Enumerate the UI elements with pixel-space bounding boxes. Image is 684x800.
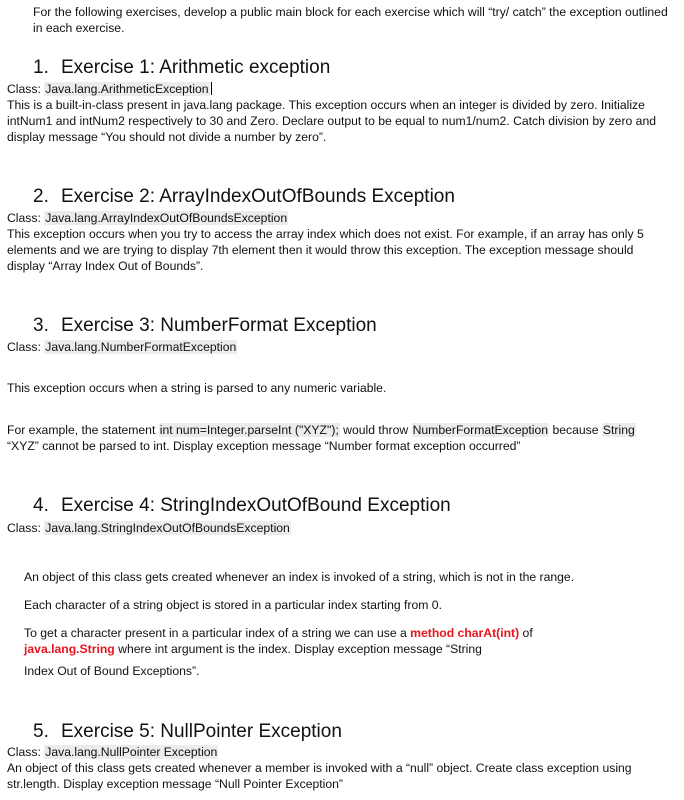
example-code-parseint: int num=Integer.parseInt ("XYZ"); [159,423,339,437]
class-label: Class: [7,82,45,96]
class-label: Class: [7,340,45,354]
intro-paragraph: For the following exercises, develop a public main block for each exercise which will “try/ catch” the exception outlined in each exercise. [33,5,668,35]
highlight-java-lang-string: java.lang.String [24,642,115,656]
example-code-string: String [602,423,635,437]
example-code-exception: NumberFormatException [412,423,549,437]
class-label: Class: [7,745,45,759]
class-label: Class: [7,211,45,225]
highlight-method-charat: method charAt(int) [410,626,520,640]
exercise-1-class-line [7,81,667,97]
exercise-3-number: 3. [33,315,49,336]
exercise-1-number: 1. [33,57,49,78]
exercise-5-class-name: Java.lang.NullPointer Exception [45,745,218,759]
exercise-5-body: An object of this class gets created whenever a member is invoked with a “null” object. Create class exception using str.length. Display exception message “Null Pointer Exception” [7,761,632,791]
exercise-4-body-3-end: Index Out of Bound Exceptions”. [24,664,200,678]
exercise-5-number: 5. [33,721,49,742]
exercise-4-body-2: Each character of a string object is stored in a particular index starting from 0. [24,598,442,612]
exercise-4-number: 4. [33,495,49,516]
exercise-3-example [7,422,667,454]
exercise-3-class-name: Java.lang.NumberFormatException [45,340,237,354]
text-cursor [211,82,212,95]
exercise-4-class-line [7,520,667,536]
body3-pre: To get a character present in a particular index of a string we can use a [24,626,411,640]
example-rest: “XYZ” cannot be parsed to int. Display exception message “Number format exception occurred” [7,439,521,453]
exercise-2-class-line [7,210,667,226]
exercise-5-title: Exercise 5: NullPointer Exception [61,721,342,742]
exercise-4-title: Exercise 4: StringIndexOutOfBound Exception [61,495,451,516]
exercise-1-class-name: Java.lang.ArithmeticException [45,82,209,96]
exercise-4-heading [33,495,451,517]
exercise-1-title: Exercise 1: Arithmetic exception [61,57,331,78]
exercise-2-heading [33,186,455,208]
exercise-4-body-1: An object of this class gets created whenever an index is invoked of a string, which is not in the range. [24,570,575,584]
exercise-4-class-name: Java.lang.StringIndexOutOfBoundsException [45,521,290,535]
class-label: Class: [7,521,45,535]
exercise-3-class-line [7,339,667,355]
exercise-3-heading [33,315,377,337]
example-mid2: because [549,423,602,437]
body3-post: where int argument is the index. Display exception message “String [114,642,482,656]
exercise-3-body: This exception occurs when a string is parsed to any numeric variable. [7,381,387,395]
exercise-2-class-name: Java.lang.ArrayIndexOutOfBoundsException [45,211,288,225]
exercise-4-body-3 [24,625,664,657]
exercise-2-body: This exception occurs when you try to access the array index which does not exist. For example, if an array has only 5 elements and we are trying to display 7th element then it would throw this exception. The exception message should display “Array Index Out of Bounds”. [7,227,644,273]
exercise-3-title: Exercise 3: NumberFormat Exception [61,315,377,336]
exercise-2-number: 2. [33,186,49,207]
example-prefix: For example, the statement [7,423,159,437]
example-mid: would throw [339,423,412,437]
exercise-5-heading [33,721,342,743]
body3-mid: of [519,626,533,640]
exercise-5-class-line [7,744,667,760]
exercise-2-title: Exercise 2: ArrayIndexOutOfBounds Exception [61,186,455,207]
exercise-1-heading [33,57,330,79]
exercise-1-body: This is a built-in-class present in java.lang package. This exception occurs when an integer is divided by zero. Initialize intNum1 and intNum2 respectively to 30 and Zero. Declare output to be equal to num1/num2. Catch division by zero and display message “You should not divide a number by zero”. [7,98,657,144]
